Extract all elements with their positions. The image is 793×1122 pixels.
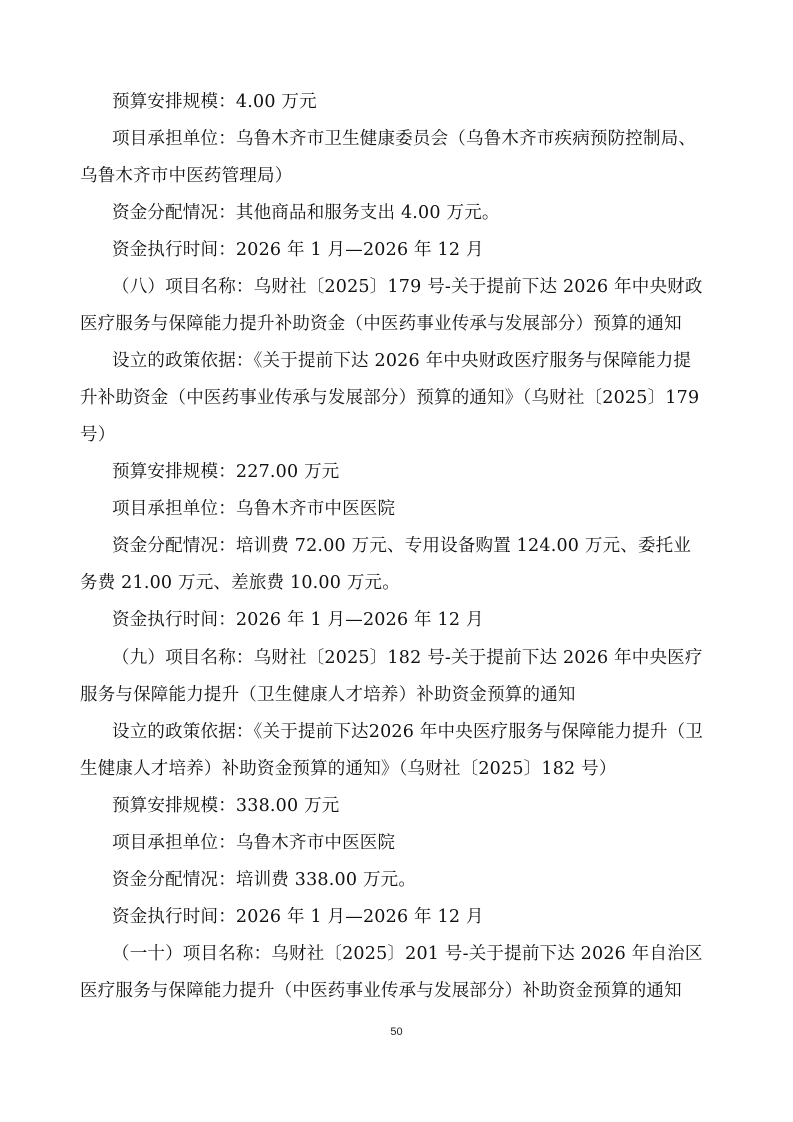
project-9-title: （九）项目名称：乌财社〔2025〕182 号-关于提前下达 2026 年中央医疗 xyxy=(112,648,703,668)
fund-allocation-cont: 务费 21.00 万元、差旅费 10.00 万元。 xyxy=(80,573,400,593)
undertaking-unit-line: 项目承担单位：乌鲁木齐市中医医院 xyxy=(112,833,396,853)
policy-basis-cont: 号） xyxy=(80,425,116,445)
project-8-title-cont: 医疗服务与保障能力提升补助资金（中医药事业传承与发展部分）预算的通知 xyxy=(80,314,682,334)
execution-time-line: 资金执行时间：2026 年 1 月—2026 年 12 月 xyxy=(112,240,484,260)
policy-basis-line: 设立的政策依据：《关于提前下达 2026 年中央财政医疗服务与保障能力提 xyxy=(112,351,692,371)
undertaking-unit-line: 项目承担单位：乌鲁木齐市卫生健康委员会（乌鲁木齐市疾病预防控制局、 xyxy=(112,129,697,149)
project-8-title: （八）项目名称：乌财社〔2025〕179 号-关于提前下达 2026 年中央财政 xyxy=(112,277,703,297)
project-9-title-cont: 服务与保障能力提升（卫生健康人才培养）补助资金预算的通知 xyxy=(80,685,576,705)
fund-allocation-line: 资金分配情况：培训费 338.00 万元。 xyxy=(112,870,417,890)
fund-allocation-line: 资金分配情况：培训费 72.00 万元、专用设备购置 124.00 万元、委托业 xyxy=(112,536,692,556)
execution-time-line: 资金执行时间：2026 年 1 月—2026 年 12 月 xyxy=(112,610,484,630)
policy-basis-line: 设立的政策依据：《关于提前下达2026 年中央医疗服务与保障能力提升（卫 xyxy=(112,722,704,742)
undertaking-unit-line: 项目承担单位：乌鲁木齐市中医医院 xyxy=(112,499,396,519)
undertaking-unit-cont: 乌鲁木齐市中医药管理局） xyxy=(80,166,293,186)
execution-time-line: 资金执行时间：2026 年 1 月—2026 年 12 月 xyxy=(112,907,484,927)
project-10-title-cont: 医疗服务与保障能力提升（中医药事业传承与发展部分）补助资金预算的通知 xyxy=(80,981,682,1001)
policy-basis-cont: 生健康人才培养）补助资金预算的通知》（乌财社〔2025〕182 号） xyxy=(80,759,617,779)
budget-scale-line: 预算安排规模：338.00 万元 xyxy=(112,796,340,816)
fund-allocation-line: 资金分配情况：其他商品和服务支出 4.00 万元。 xyxy=(112,203,500,223)
policy-basis-cont: 升补助资金（中医药事业传承与发展部分）预算的通知》（乌财社〔2025〕179 xyxy=(80,388,700,408)
page-number: 50 xyxy=(390,1026,403,1038)
budget-scale-line: 预算安排规模：4.00 万元 xyxy=(112,92,317,112)
project-10-title: （一十）项目名称：乌财社〔2025〕201 号-关于提前下达 2026 年自治区 xyxy=(112,944,703,964)
budget-scale-line: 预算安排规模：227.00 万元 xyxy=(112,462,340,482)
